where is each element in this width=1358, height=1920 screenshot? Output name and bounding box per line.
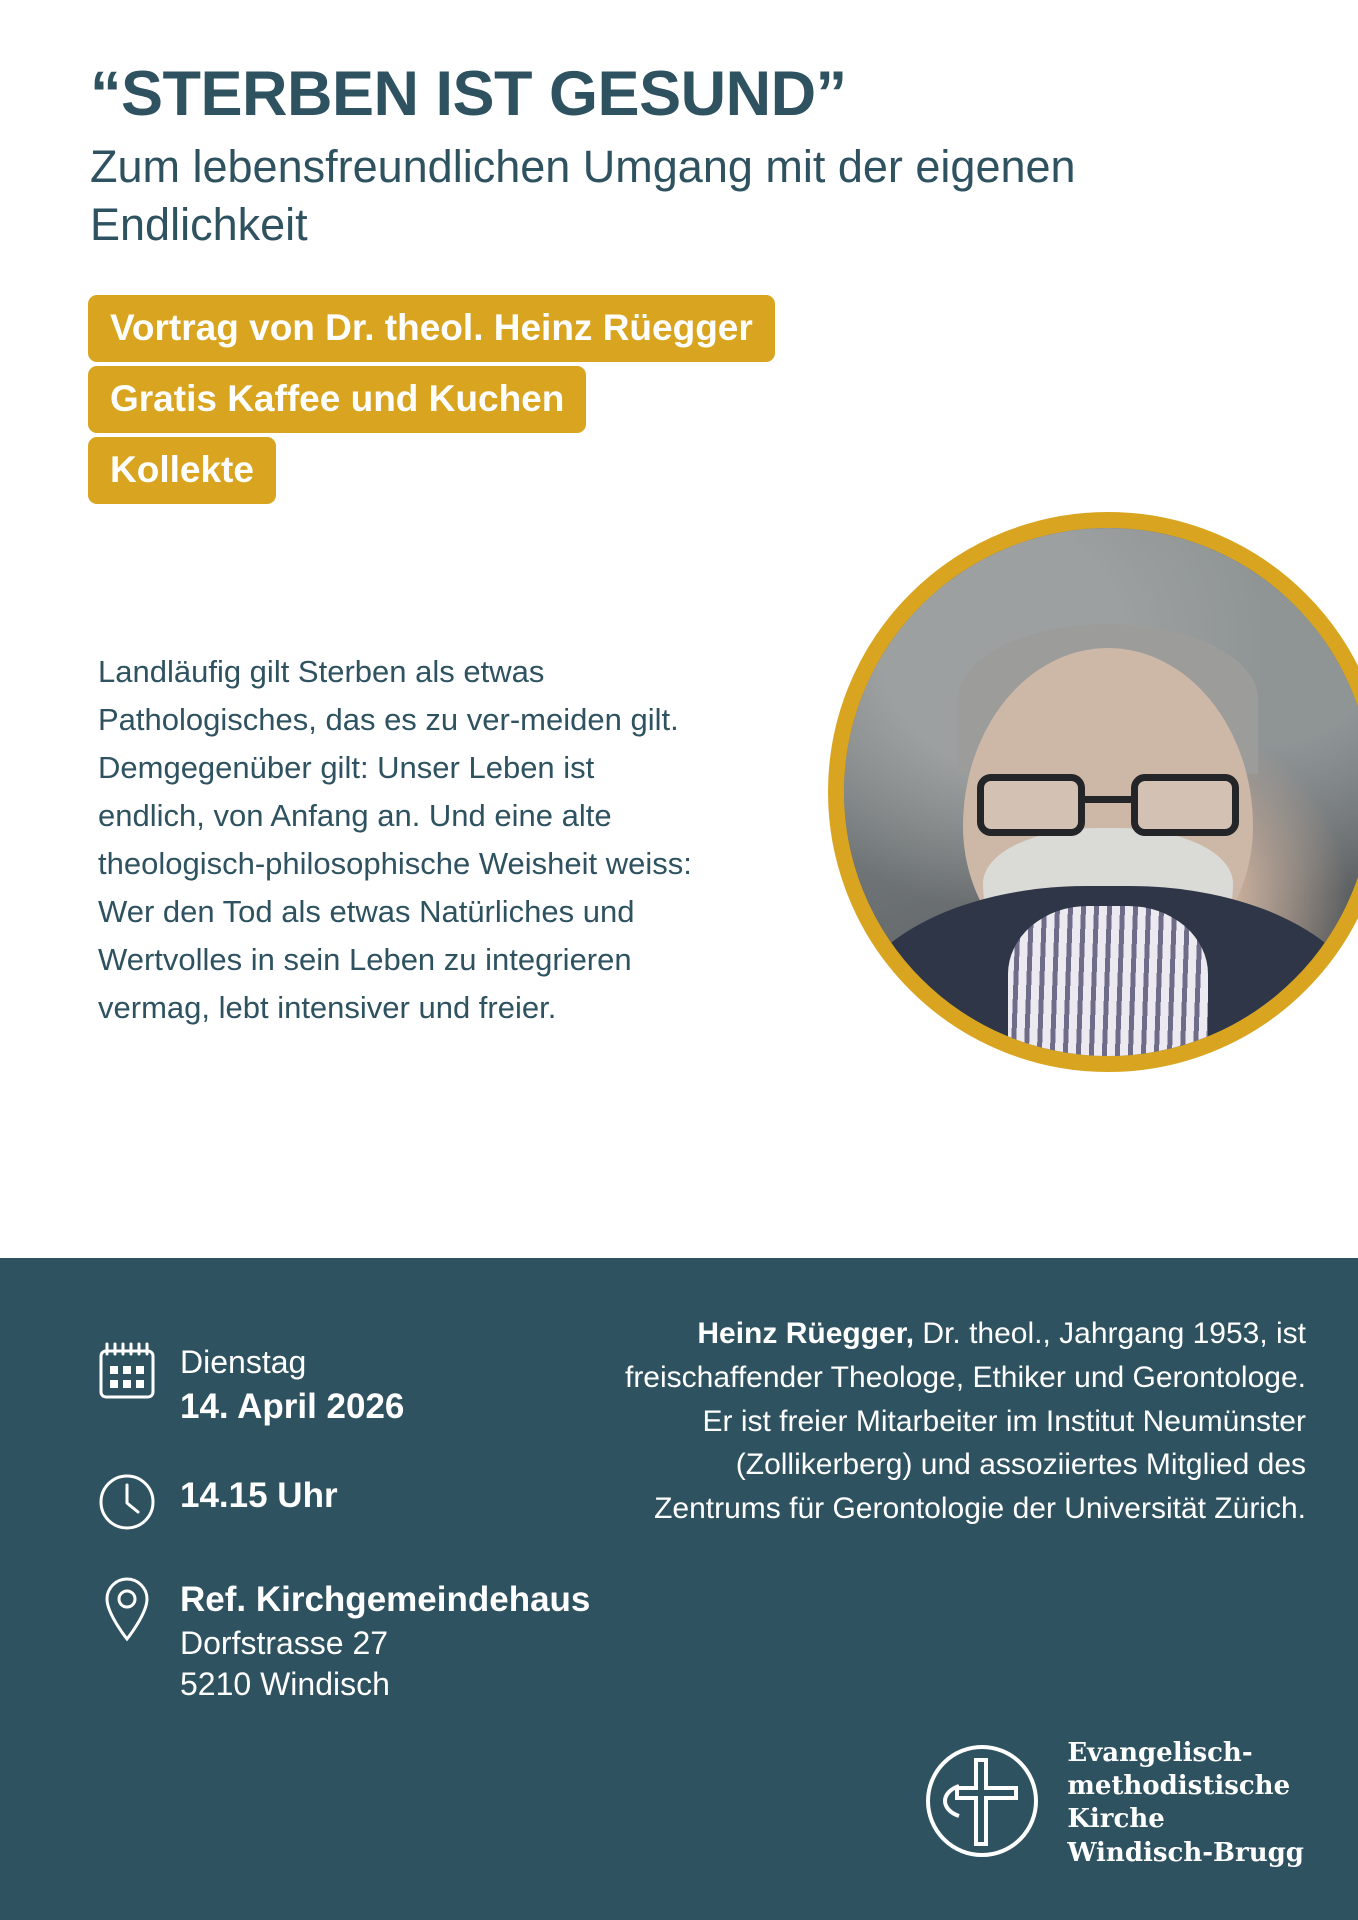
event-location-text [180, 1575, 590, 1706]
glasses-icon [977, 774, 1239, 836]
poster-bottom-section [0, 1258, 1358, 1920]
highlight-row-2 [88, 366, 1358, 437]
calendar-icon [96, 1340, 180, 1402]
event-time [96, 1471, 736, 1533]
org-line-2: methodistische [1067, 1771, 1291, 1802]
event-location [96, 1575, 736, 1706]
event-details [96, 1340, 736, 1748]
highlight-line-collection: Kollekte [88, 437, 276, 504]
page-subtitle: Zum lebensfreundlichen Umgang mit der eigenen Endlichkeit [90, 141, 1076, 250]
org-line-1: Evangelisch- [1067, 1737, 1253, 1768]
event-date [96, 1340, 736, 1429]
highlight-row-1 [88, 295, 1358, 366]
speaker-bio-name: Heinz Rüegger, [697, 1317, 915, 1350]
glasses-lens-left [977, 774, 1085, 836]
venue-street: Dorfstrasse 27 [180, 1624, 389, 1661]
org-line-3: Kirche [1067, 1804, 1165, 1835]
organization-name [1067, 1737, 1304, 1870]
clock-icon [96, 1471, 180, 1533]
event-weekday: Dienstag [180, 1344, 307, 1380]
glasses-lens-right [1131, 774, 1239, 836]
highlight-row-3 [88, 437, 1358, 508]
glasses-bridge [1085, 796, 1131, 803]
speaker-bio-text: Dr. theol., Jahrgang 1953, ist freischaffender Theologe, Ethiker und Gerontologe. Er ist freier Mitarbeiter im Institut Neumünster (Zollikerberg) und assoziiertes Mitglied des Zentrums für Gerontologie der Universität Zürich. [624, 1317, 1306, 1526]
venue-name: Ref. Kirchgemeindehaus [180, 1580, 591, 1620]
portrait-photo [844, 528, 1358, 1056]
portrait-shirt [1008, 906, 1208, 1072]
highlight-line-refreshments: Gratis Kaffee und Kuchen [88, 366, 586, 433]
event-date-value: 14. April 2026 [180, 1386, 405, 1426]
description-paragraph: Landläufig gilt Sterben als etwas Pathologisches, das es zu ver-meiden gilt. Demgegenüber gilt: Unser Leben ist endlich, von Anfang an. Und eine alte theologisch-philosophische Weisheit weiss: Wer den Tod als etwas Natürliches und Wertvolles in sein Leben zu integrieren vermag, lebt intensiver und freier. [98, 654, 692, 1026]
org-line-4: Windisch-Brugg [1067, 1837, 1304, 1868]
emk-cross-icon [923, 1742, 1041, 1865]
event-time-text [180, 1471, 338, 1519]
organization-logo [923, 1737, 1304, 1870]
highlight-banner-group [0, 295, 1358, 508]
location-pin-icon [96, 1575, 180, 1643]
event-time-value: 14.15 Uhr [180, 1476, 338, 1516]
event-date-text [180, 1340, 404, 1429]
speaker-portrait [828, 512, 1358, 1072]
venue-city: 5210 Windisch [180, 1666, 390, 1703]
highlight-line-speaker: Vortrag von Dr. theol. Heinz Rüegger [88, 295, 775, 362]
page-title: “STERBEN IST GESUND” [90, 59, 847, 129]
